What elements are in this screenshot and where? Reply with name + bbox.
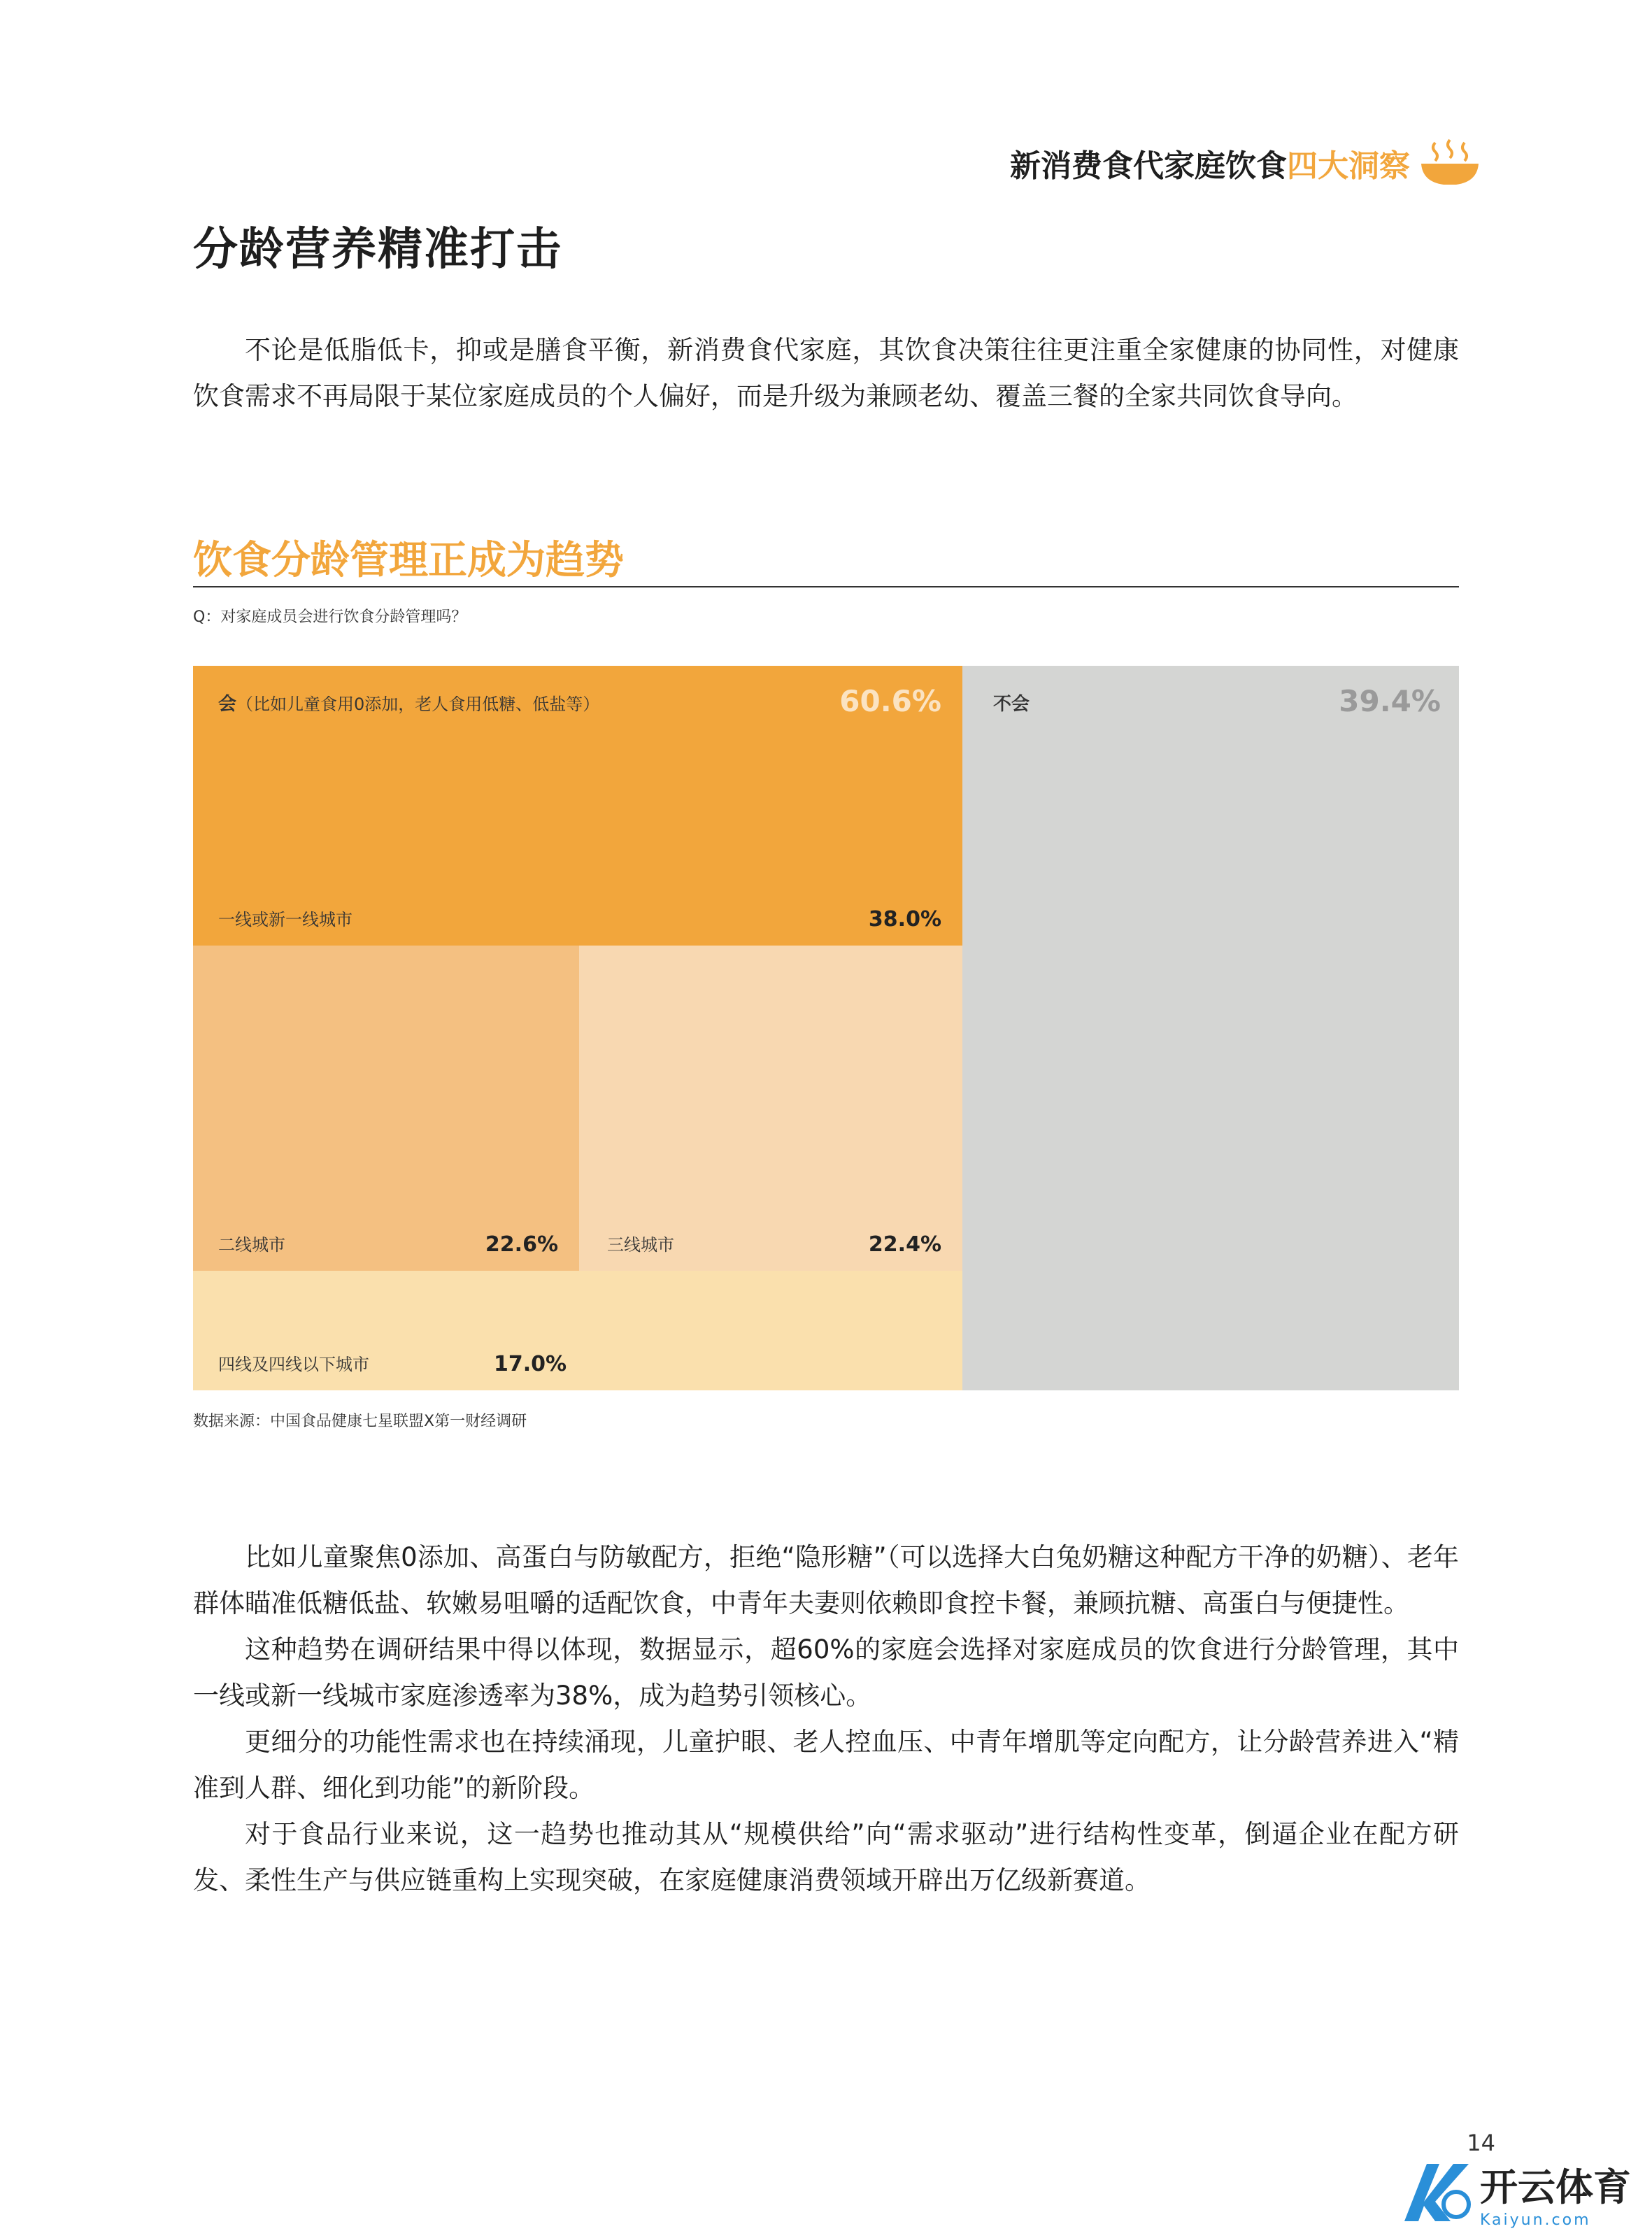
group-yes-name: 会 bbox=[218, 694, 237, 715]
logo-text-cn: 开云体育 bbox=[1480, 2165, 1631, 2209]
page-number: 14 bbox=[1467, 2130, 1495, 2156]
group-no-label bbox=[993, 690, 1030, 715]
header-title-accent: 四大洞察 bbox=[1287, 148, 1410, 184]
intro-paragraph bbox=[193, 327, 1459, 420]
body-paragraph-1: 比如儿童聚焦0添加、高蛋白与防敏配方，拒绝“隐形糖”（可以选择大白兔奶糖这种配方干净的奶糖）、老年群体瞄准低糖低盐、软嫩易咀嚼的适配饮食，中青年夫妻则依赖即食控卡餐，兼顾抗糖、高蛋白与便捷性。 bbox=[193, 1542, 1459, 1618]
brand-logo bbox=[1399, 2158, 1631, 2229]
tier4-value: 17.0% bbox=[494, 1352, 567, 1376]
bowl-icon bbox=[1420, 138, 1480, 187]
treemap-cell-no bbox=[962, 666, 1459, 1390]
tier1-value: 38.0% bbox=[868, 907, 941, 932]
tier3-label: 三线城市 bbox=[607, 1235, 674, 1255]
treemap-cell-tier1 bbox=[193, 666, 962, 946]
intro-text: 不论是低脂低卡，抑或是膳食平衡，新消费食代家庭，其饮食决策往往更注重全家健康的协同性，对健康饮食需求不再局限于某位家庭成员的个人偏好，而是升级为兼顾老幼、覆盖三餐的全家共同饮食导向。 bbox=[193, 335, 1459, 411]
header-title: 新消费食代家庭饮食 bbox=[1010, 148, 1287, 184]
chart-title: 饮食分龄管理正成为趋势 bbox=[193, 538, 624, 583]
chart-question: Q：对家庭成员会进行饮食分龄管理吗？ bbox=[193, 608, 467, 626]
treemap-chart bbox=[193, 666, 1459, 1390]
kaiyun-logo-icon bbox=[1399, 2158, 1476, 2228]
treemap-cell-tier2 bbox=[193, 946, 579, 1271]
group-no-value: 39.4% bbox=[1339, 684, 1441, 718]
treemap-cell-tier4 bbox=[193, 1271, 962, 1390]
logo-text-en: Kaiyun.com bbox=[1480, 2211, 1591, 2229]
tier2-label: 二线城市 bbox=[218, 1235, 285, 1255]
group-yes-label bbox=[218, 690, 599, 715]
body-paragraph-2: 这种趋势在调研结果中得以体现，数据显示，超60%的家庭会选择对家庭成员的饮食进行分龄管理，其中一线或新一线城市家庭渗透率为38%，成为趋势引领核心。 bbox=[193, 1634, 1459, 1711]
divider bbox=[193, 586, 1459, 587]
tier4-label: 四线及四线以下城市 bbox=[218, 1355, 369, 1374]
body-paragraph-3: 更细分的功能性需求也在持续涌现，儿童护眼、老人控血压、中青年增肌等定向配方，让分龄营养进入“精准到人群、细化到功能”的新阶段。 bbox=[193, 1727, 1459, 1803]
group-yes-value: 60.6% bbox=[839, 684, 941, 718]
tier3-value: 22.4% bbox=[868, 1232, 941, 1257]
tier2-value: 22.6% bbox=[485, 1232, 558, 1257]
treemap-group-yes bbox=[193, 666, 962, 1390]
body-text bbox=[193, 1534, 1459, 1904]
tier1-label: 一线或新一线城市 bbox=[218, 910, 353, 929]
group-yes-note: （比如儿童食用0添加，老人食用低糖、低盐等） bbox=[236, 694, 600, 714]
treemap-cell-tier3 bbox=[579, 946, 962, 1271]
group-no-name: 不会 bbox=[993, 694, 1030, 715]
data-source: 数据来源：中国食品健康七星联盟X第一财经调研 bbox=[193, 1413, 527, 1430]
section-title: 分龄营养精准打击 bbox=[193, 224, 562, 276]
body-paragraph-4: 对于食品行业来说，这一趋势也推动其从“规模供给”向“需求驱动”进行结构性变革，倒逼企业在配方研发、柔性生产与供应链重构上实现突破，在家庭健康消费领域开辟出万亿级新赛道。 bbox=[193, 1819, 1459, 1895]
running-header bbox=[1010, 138, 1480, 187]
